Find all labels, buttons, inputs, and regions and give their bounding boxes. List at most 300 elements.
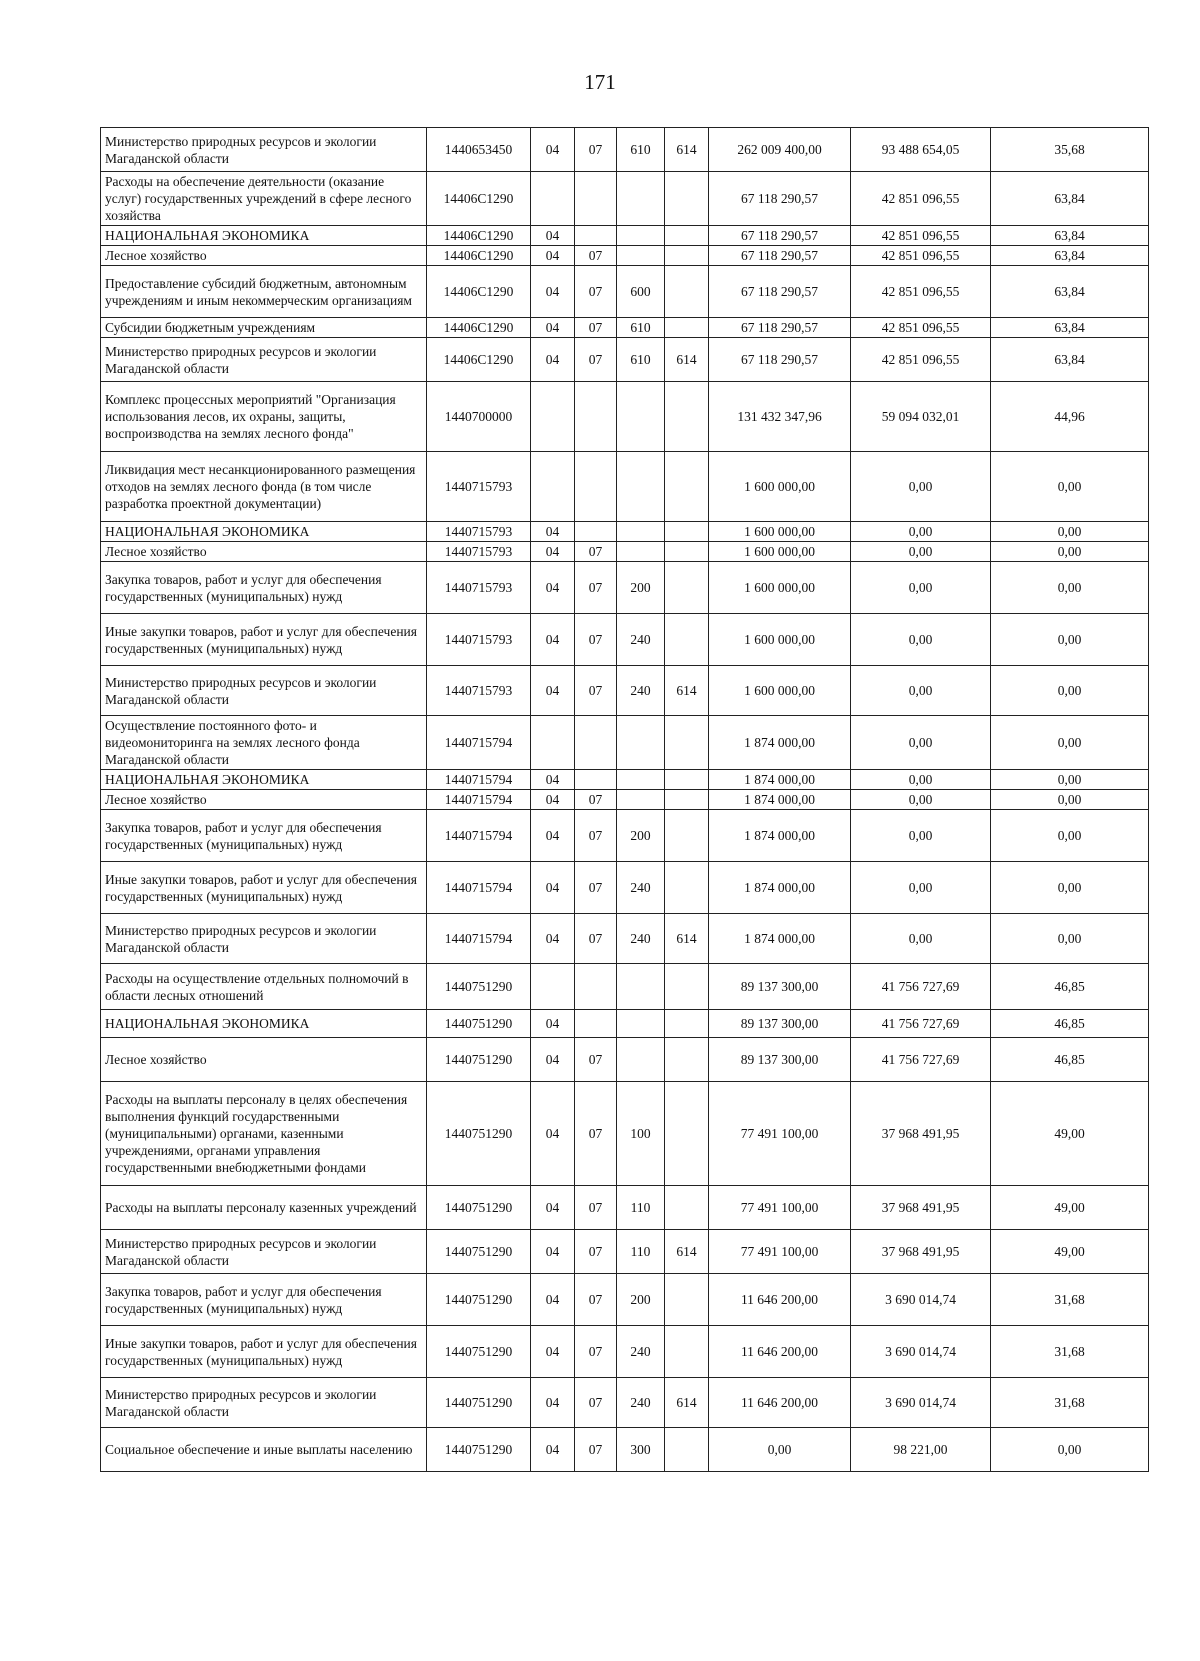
table-row bbox=[101, 770, 1149, 790]
table-row bbox=[101, 452, 1149, 522]
cell-expense-type bbox=[617, 172, 665, 226]
cell-actual: 98 221,00 bbox=[851, 1428, 991, 1472]
cell-expense-type: 240 bbox=[617, 614, 665, 666]
cell-code: 1440715793 bbox=[427, 452, 531, 522]
cell-section: 04 bbox=[531, 1230, 575, 1274]
cell-subsection bbox=[575, 172, 617, 226]
cell-code: 14406С1290 bbox=[427, 246, 531, 266]
cell-code: 1440751290 bbox=[427, 1082, 531, 1186]
cell-section: 04 bbox=[531, 562, 575, 614]
table-row bbox=[101, 562, 1149, 614]
cell-actual: 0,00 bbox=[851, 666, 991, 716]
cell-actual: 3 690 014,74 bbox=[851, 1326, 991, 1378]
cell-plan: 67 118 290,57 bbox=[709, 172, 851, 226]
cell-percent: 0,00 bbox=[991, 522, 1149, 542]
cell-name: Расходы на обеспечение деятельности (оказание услуг) государственных учреждений в сфере лесного хозяйства bbox=[101, 172, 427, 226]
cell-actual: 3 690 014,74 bbox=[851, 1274, 991, 1326]
cell-section: 04 bbox=[531, 862, 575, 914]
cell-plan: 0,00 bbox=[709, 1428, 851, 1472]
cell-administrator bbox=[665, 1038, 709, 1082]
cell-subsection: 07 bbox=[575, 1326, 617, 1378]
cell-actual: 0,00 bbox=[851, 862, 991, 914]
cell-administrator bbox=[665, 452, 709, 522]
cell-actual: 37 968 491,95 bbox=[851, 1230, 991, 1274]
cell-percent: 49,00 bbox=[991, 1230, 1149, 1274]
cell-actual: 3 690 014,74 bbox=[851, 1378, 991, 1428]
table-row bbox=[101, 246, 1149, 266]
cell-plan: 131 432 347,96 bbox=[709, 382, 851, 452]
cell-name: Министерство природных ресурсов и экологии Магаданской области bbox=[101, 1378, 427, 1428]
cell-subsection bbox=[575, 226, 617, 246]
cell-section: 04 bbox=[531, 614, 575, 666]
table-row bbox=[101, 542, 1149, 562]
cell-plan: 77 491 100,00 bbox=[709, 1230, 851, 1274]
cell-name: Комплекс процессных мероприятий "Организация использования лесов, их охраны, защиты, воспроизводства на землях лесного фонда" bbox=[101, 382, 427, 452]
cell-section bbox=[531, 964, 575, 1010]
cell-percent: 46,85 bbox=[991, 1010, 1149, 1038]
cell-name: Ликвидация мест несанкционированного размещения отходов на землях лесного фонда (в том числе разработка проектной документации) bbox=[101, 452, 427, 522]
cell-administrator: 614 bbox=[665, 1230, 709, 1274]
cell-subsection: 07 bbox=[575, 246, 617, 266]
table-row bbox=[101, 226, 1149, 246]
cell-expense-type: 610 bbox=[617, 128, 665, 172]
cell-section: 04 bbox=[531, 914, 575, 964]
cell-name: Министерство природных ресурсов и экологии Магаданской области bbox=[101, 914, 427, 964]
cell-code: 14406С1290 bbox=[427, 172, 531, 226]
cell-percent: 0,00 bbox=[991, 716, 1149, 770]
cell-percent: 63,84 bbox=[991, 172, 1149, 226]
table-row bbox=[101, 1274, 1149, 1326]
cell-actual: 0,00 bbox=[851, 914, 991, 964]
cell-subsection: 07 bbox=[575, 614, 617, 666]
cell-code: 1440715793 bbox=[427, 522, 531, 542]
cell-name: Закупка товаров, работ и услуг для обеспечения государственных (муниципальных) нужд bbox=[101, 1274, 427, 1326]
cell-administrator bbox=[665, 172, 709, 226]
cell-percent: 63,84 bbox=[991, 246, 1149, 266]
cell-code: 1440751290 bbox=[427, 1230, 531, 1274]
cell-plan: 11 646 200,00 bbox=[709, 1274, 851, 1326]
cell-plan: 67 118 290,57 bbox=[709, 246, 851, 266]
cell-actual: 59 094 032,01 bbox=[851, 382, 991, 452]
cell-plan: 1 874 000,00 bbox=[709, 790, 851, 810]
cell-name: Субсидии бюджетным учреждениям bbox=[101, 318, 427, 338]
cell-name: Иные закупки товаров, работ и услуг для обеспечения государственных (муниципальных) нужд bbox=[101, 1326, 427, 1378]
cell-actual: 42 851 096,55 bbox=[851, 246, 991, 266]
table-row bbox=[101, 1326, 1149, 1378]
cell-section: 04 bbox=[531, 522, 575, 542]
cell-administrator bbox=[665, 226, 709, 246]
cell-subsection: 07 bbox=[575, 318, 617, 338]
table-row bbox=[101, 1378, 1149, 1428]
cell-administrator bbox=[665, 382, 709, 452]
cell-percent: 46,85 bbox=[991, 1038, 1149, 1082]
cell-plan: 1 600 000,00 bbox=[709, 542, 851, 562]
cell-plan: 67 118 290,57 bbox=[709, 318, 851, 338]
cell-name: НАЦИОНАЛЬНАЯ ЭКОНОМИКА bbox=[101, 226, 427, 246]
cell-actual: 0,00 bbox=[851, 790, 991, 810]
cell-percent: 63,84 bbox=[991, 318, 1149, 338]
cell-actual: 0,00 bbox=[851, 810, 991, 862]
table-row bbox=[101, 914, 1149, 964]
cell-code: 1440715793 bbox=[427, 666, 531, 716]
cell-actual: 0,00 bbox=[851, 522, 991, 542]
table-row bbox=[101, 318, 1149, 338]
cell-expense-type: 240 bbox=[617, 1378, 665, 1428]
cell-expense-type: 240 bbox=[617, 862, 665, 914]
cell-plan: 1 600 000,00 bbox=[709, 614, 851, 666]
table-row bbox=[101, 1038, 1149, 1082]
cell-code: 1440715793 bbox=[427, 614, 531, 666]
cell-actual: 41 756 727,69 bbox=[851, 1038, 991, 1082]
cell-name: Осуществление постоянного фото- и видеомониторинга на землях лесного фонда Магаданской области bbox=[101, 716, 427, 770]
cell-administrator bbox=[665, 522, 709, 542]
cell-plan: 1 600 000,00 bbox=[709, 562, 851, 614]
cell-administrator bbox=[665, 246, 709, 266]
cell-percent: 31,68 bbox=[991, 1274, 1149, 1326]
cell-subsection: 07 bbox=[575, 1274, 617, 1326]
cell-expense-type bbox=[617, 770, 665, 790]
table-row bbox=[101, 128, 1149, 172]
cell-section: 04 bbox=[531, 1010, 575, 1038]
cell-expense-type: 200 bbox=[617, 562, 665, 614]
cell-actual: 42 851 096,55 bbox=[851, 226, 991, 246]
cell-administrator bbox=[665, 716, 709, 770]
cell-percent: 49,00 bbox=[991, 1082, 1149, 1186]
cell-actual: 37 968 491,95 bbox=[851, 1186, 991, 1230]
cell-administrator bbox=[665, 862, 709, 914]
cell-plan: 1 600 000,00 bbox=[709, 452, 851, 522]
cell-percent: 63,84 bbox=[991, 226, 1149, 246]
cell-section: 04 bbox=[531, 542, 575, 562]
cell-administrator: 614 bbox=[665, 666, 709, 716]
cell-code: 1440751290 bbox=[427, 1038, 531, 1082]
table-row bbox=[101, 172, 1149, 226]
cell-administrator: 614 bbox=[665, 914, 709, 964]
page-number: 171 bbox=[584, 70, 616, 94]
cell-percent: 49,00 bbox=[991, 1186, 1149, 1230]
cell-section: 04 bbox=[531, 770, 575, 790]
cell-expense-type bbox=[617, 716, 665, 770]
cell-code: 1440751290 bbox=[427, 1428, 531, 1472]
cell-name: Закупка товаров, работ и услуг для обеспечения государственных (муниципальных) нужд bbox=[101, 810, 427, 862]
cell-administrator bbox=[665, 542, 709, 562]
cell-administrator bbox=[665, 1274, 709, 1326]
cell-section: 04 bbox=[531, 1378, 575, 1428]
cell-subsection: 07 bbox=[575, 666, 617, 716]
cell-administrator: 614 bbox=[665, 338, 709, 382]
cell-subsection bbox=[575, 522, 617, 542]
cell-subsection: 07 bbox=[575, 810, 617, 862]
cell-actual: 41 756 727,69 bbox=[851, 1010, 991, 1038]
cell-section: 04 bbox=[531, 266, 575, 318]
cell-subsection: 07 bbox=[575, 1230, 617, 1274]
cell-subsection: 07 bbox=[575, 1038, 617, 1082]
cell-percent: 0,00 bbox=[991, 770, 1149, 790]
cell-plan: 67 118 290,57 bbox=[709, 338, 851, 382]
cell-actual: 0,00 bbox=[851, 562, 991, 614]
cell-actual: 42 851 096,55 bbox=[851, 172, 991, 226]
cell-actual: 37 968 491,95 bbox=[851, 1082, 991, 1186]
cell-expense-type bbox=[617, 226, 665, 246]
cell-code: 14406С1290 bbox=[427, 266, 531, 318]
cell-plan: 77 491 100,00 bbox=[709, 1186, 851, 1230]
cell-administrator: 614 bbox=[665, 128, 709, 172]
cell-percent: 0,00 bbox=[991, 862, 1149, 914]
cell-name: Министерство природных ресурсов и экологии Магаданской области bbox=[101, 666, 427, 716]
cell-percent: 0,00 bbox=[991, 666, 1149, 716]
cell-percent: 0,00 bbox=[991, 562, 1149, 614]
table-row bbox=[101, 810, 1149, 862]
table-row bbox=[101, 1186, 1149, 1230]
cell-plan: 1 874 000,00 bbox=[709, 862, 851, 914]
cell-subsection bbox=[575, 1010, 617, 1038]
cell-actual: 42 851 096,55 bbox=[851, 338, 991, 382]
cell-section: 04 bbox=[531, 246, 575, 266]
cell-subsection: 07 bbox=[575, 128, 617, 172]
cell-name: Лесное хозяйство bbox=[101, 790, 427, 810]
cell-name: Расходы на выплаты персоналу в целях обеспечения выполнения функций государственными (муниципальными) органами, казенными учреждениями, органами управления государственными внебюджетными фондами bbox=[101, 1082, 427, 1186]
cell-expense-type: 100 bbox=[617, 1082, 665, 1186]
cell-percent: 0,00 bbox=[991, 914, 1149, 964]
cell-administrator bbox=[665, 1428, 709, 1472]
cell-subsection: 07 bbox=[575, 914, 617, 964]
cell-section: 04 bbox=[531, 226, 575, 246]
cell-expense-type bbox=[617, 382, 665, 452]
cell-name: Министерство природных ресурсов и экологии Магаданской области bbox=[101, 1230, 427, 1274]
cell-percent: 0,00 bbox=[991, 810, 1149, 862]
cell-plan: 1 874 000,00 bbox=[709, 716, 851, 770]
cell-section bbox=[531, 382, 575, 452]
cell-section: 04 bbox=[531, 1186, 575, 1230]
table-row bbox=[101, 522, 1149, 542]
cell-name: НАЦИОНАЛЬНАЯ ЭКОНОМИКА bbox=[101, 770, 427, 790]
cell-actual: 0,00 bbox=[851, 614, 991, 666]
cell-subsection: 07 bbox=[575, 862, 617, 914]
cell-percent: 0,00 bbox=[991, 542, 1149, 562]
cell-code: 1440751290 bbox=[427, 1378, 531, 1428]
cell-expense-type: 200 bbox=[617, 810, 665, 862]
cell-actual: 0,00 bbox=[851, 452, 991, 522]
cell-section: 04 bbox=[531, 810, 575, 862]
cell-actual: 0,00 bbox=[851, 770, 991, 790]
cell-name: Иные закупки товаров, работ и услуг для обеспечения государственных (муниципальных) нужд bbox=[101, 862, 427, 914]
cell-percent: 0,00 bbox=[991, 790, 1149, 810]
cell-administrator bbox=[665, 1326, 709, 1378]
cell-code: 1440751290 bbox=[427, 1274, 531, 1326]
cell-administrator bbox=[665, 318, 709, 338]
table-row bbox=[101, 1428, 1149, 1472]
cell-plan: 89 137 300,00 bbox=[709, 1038, 851, 1082]
cell-subsection: 07 bbox=[575, 266, 617, 318]
cell-code: 1440715794 bbox=[427, 716, 531, 770]
table-row bbox=[101, 862, 1149, 914]
cell-code: 1440751290 bbox=[427, 1010, 531, 1038]
cell-section bbox=[531, 452, 575, 522]
cell-name: Расходы на осуществление отдельных полномочий в области лесных отношений bbox=[101, 964, 427, 1010]
cell-administrator bbox=[665, 1010, 709, 1038]
cell-plan: 89 137 300,00 bbox=[709, 1010, 851, 1038]
table-row bbox=[101, 338, 1149, 382]
cell-name: НАЦИОНАЛЬНАЯ ЭКОНОМИКА bbox=[101, 1010, 427, 1038]
cell-plan: 67 118 290,57 bbox=[709, 226, 851, 246]
cell-plan: 1 874 000,00 bbox=[709, 810, 851, 862]
cell-actual: 0,00 bbox=[851, 542, 991, 562]
cell-plan: 1 600 000,00 bbox=[709, 522, 851, 542]
cell-code: 1440715794 bbox=[427, 914, 531, 964]
cell-percent: 63,84 bbox=[991, 338, 1149, 382]
cell-code: 14406С1290 bbox=[427, 338, 531, 382]
cell-subsection: 07 bbox=[575, 790, 617, 810]
cell-section: 04 bbox=[531, 338, 575, 382]
cell-percent: 31,68 bbox=[991, 1326, 1149, 1378]
cell-expense-type bbox=[617, 522, 665, 542]
cell-expense-type bbox=[617, 1038, 665, 1082]
cell-name: Лесное хозяйство bbox=[101, 542, 427, 562]
table-row bbox=[101, 964, 1149, 1010]
cell-plan: 11 646 200,00 bbox=[709, 1378, 851, 1428]
cell-actual: 93 488 654,05 bbox=[851, 128, 991, 172]
cell-administrator bbox=[665, 964, 709, 1010]
cell-subsection bbox=[575, 382, 617, 452]
cell-percent: 63,84 bbox=[991, 266, 1149, 318]
cell-expense-type: 600 bbox=[617, 266, 665, 318]
cell-expense-type: 610 bbox=[617, 318, 665, 338]
cell-code: 1440751290 bbox=[427, 964, 531, 1010]
cell-section: 04 bbox=[531, 318, 575, 338]
cell-section: 04 bbox=[531, 1038, 575, 1082]
cell-expense-type bbox=[617, 452, 665, 522]
cell-administrator bbox=[665, 266, 709, 318]
table-row bbox=[101, 1010, 1149, 1038]
cell-subsection bbox=[575, 770, 617, 790]
cell-administrator: 614 bbox=[665, 1378, 709, 1428]
cell-subsection: 07 bbox=[575, 542, 617, 562]
cell-name: Закупка товаров, работ и услуг для обеспечения государственных (муниципальных) нужд bbox=[101, 562, 427, 614]
cell-subsection: 07 bbox=[575, 1428, 617, 1472]
cell-subsection: 07 bbox=[575, 338, 617, 382]
cell-section bbox=[531, 716, 575, 770]
cell-percent: 0,00 bbox=[991, 1428, 1149, 1472]
cell-expense-type: 300 bbox=[617, 1428, 665, 1472]
cell-actual: 42 851 096,55 bbox=[851, 266, 991, 318]
cell-expense-type: 200 bbox=[617, 1274, 665, 1326]
cell-percent: 31,68 bbox=[991, 1378, 1149, 1428]
budget-table bbox=[100, 127, 1149, 1472]
cell-administrator bbox=[665, 562, 709, 614]
cell-subsection: 07 bbox=[575, 1186, 617, 1230]
table-row bbox=[101, 614, 1149, 666]
cell-subsection bbox=[575, 452, 617, 522]
cell-plan: 1 874 000,00 bbox=[709, 914, 851, 964]
cell-section: 04 bbox=[531, 666, 575, 716]
cell-code: 1440715794 bbox=[427, 790, 531, 810]
cell-plan: 1 600 000,00 bbox=[709, 666, 851, 716]
cell-expense-type: 240 bbox=[617, 1326, 665, 1378]
cell-percent: 0,00 bbox=[991, 452, 1149, 522]
table-row bbox=[101, 1230, 1149, 1274]
cell-actual: 0,00 bbox=[851, 716, 991, 770]
cell-name: НАЦИОНАЛЬНАЯ ЭКОНОМИКА bbox=[101, 522, 427, 542]
cell-plan: 89 137 300,00 bbox=[709, 964, 851, 1010]
cell-name: Лесное хозяйство bbox=[101, 246, 427, 266]
cell-expense-type bbox=[617, 1010, 665, 1038]
cell-plan: 11 646 200,00 bbox=[709, 1326, 851, 1378]
cell-actual: 41 756 727,69 bbox=[851, 964, 991, 1010]
cell-administrator bbox=[665, 810, 709, 862]
table-row bbox=[101, 666, 1149, 716]
cell-expense-type bbox=[617, 790, 665, 810]
table-row bbox=[101, 1082, 1149, 1186]
cell-code: 1440653450 bbox=[427, 128, 531, 172]
cell-expense-type: 110 bbox=[617, 1230, 665, 1274]
cell-percent: 35,68 bbox=[991, 128, 1149, 172]
cell-code: 1440751290 bbox=[427, 1186, 531, 1230]
cell-section: 04 bbox=[531, 1274, 575, 1326]
cell-code: 14406С1290 bbox=[427, 226, 531, 246]
cell-code: 1440715794 bbox=[427, 770, 531, 790]
cell-expense-type: 610 bbox=[617, 338, 665, 382]
cell-expense-type bbox=[617, 542, 665, 562]
cell-expense-type: 240 bbox=[617, 914, 665, 964]
cell-expense-type bbox=[617, 964, 665, 1010]
table-row bbox=[101, 716, 1149, 770]
cell-subsection bbox=[575, 716, 617, 770]
cell-code: 1440700000 bbox=[427, 382, 531, 452]
cell-subsection bbox=[575, 964, 617, 1010]
cell-plan: 1 874 000,00 bbox=[709, 770, 851, 790]
cell-percent: 44,96 bbox=[991, 382, 1149, 452]
table-row bbox=[101, 382, 1149, 452]
cell-name: Социальное обеспечение и иные выплаты населению bbox=[101, 1428, 427, 1472]
cell-plan: 77 491 100,00 bbox=[709, 1082, 851, 1186]
cell-administrator bbox=[665, 1186, 709, 1230]
cell-subsection: 07 bbox=[575, 1082, 617, 1186]
cell-name: Предоставление субсидий бюджетным, автономным учреждениям и иным некоммерческим организациям bbox=[101, 266, 427, 318]
cell-name: Иные закупки товаров, работ и услуг для обеспечения государственных (муниципальных) нужд bbox=[101, 614, 427, 666]
cell-expense-type: 110 bbox=[617, 1186, 665, 1230]
cell-name: Расходы на выплаты персоналу казенных учреждений bbox=[101, 1186, 427, 1230]
cell-actual: 42 851 096,55 bbox=[851, 318, 991, 338]
cell-expense-type bbox=[617, 246, 665, 266]
cell-administrator bbox=[665, 1082, 709, 1186]
cell-code: 1440715794 bbox=[427, 862, 531, 914]
cell-code: 1440751290 bbox=[427, 1326, 531, 1378]
cell-plan: 67 118 290,57 bbox=[709, 266, 851, 318]
cell-code: 1440715794 bbox=[427, 810, 531, 862]
cell-section: 04 bbox=[531, 1082, 575, 1186]
cell-name: Министерство природных ресурсов и экологии Магаданской области bbox=[101, 128, 427, 172]
cell-subsection: 07 bbox=[575, 1378, 617, 1428]
cell-percent: 46,85 bbox=[991, 964, 1149, 1010]
cell-code: 14406С1290 bbox=[427, 318, 531, 338]
cell-subsection: 07 bbox=[575, 562, 617, 614]
cell-administrator bbox=[665, 770, 709, 790]
table-body bbox=[101, 128, 1149, 1472]
cell-code: 1440715793 bbox=[427, 562, 531, 614]
cell-section: 04 bbox=[531, 128, 575, 172]
cell-section bbox=[531, 172, 575, 226]
cell-plan: 262 009 400,00 bbox=[709, 128, 851, 172]
cell-section: 04 bbox=[531, 1428, 575, 1472]
cell-expense-type: 240 bbox=[617, 666, 665, 716]
cell-section: 04 bbox=[531, 790, 575, 810]
cell-percent: 0,00 bbox=[991, 614, 1149, 666]
cell-administrator bbox=[665, 790, 709, 810]
cell-name: Министерство природных ресурсов и экологии Магаданской области bbox=[101, 338, 427, 382]
cell-administrator bbox=[665, 614, 709, 666]
cell-code: 1440715793 bbox=[427, 542, 531, 562]
table-row bbox=[101, 266, 1149, 318]
